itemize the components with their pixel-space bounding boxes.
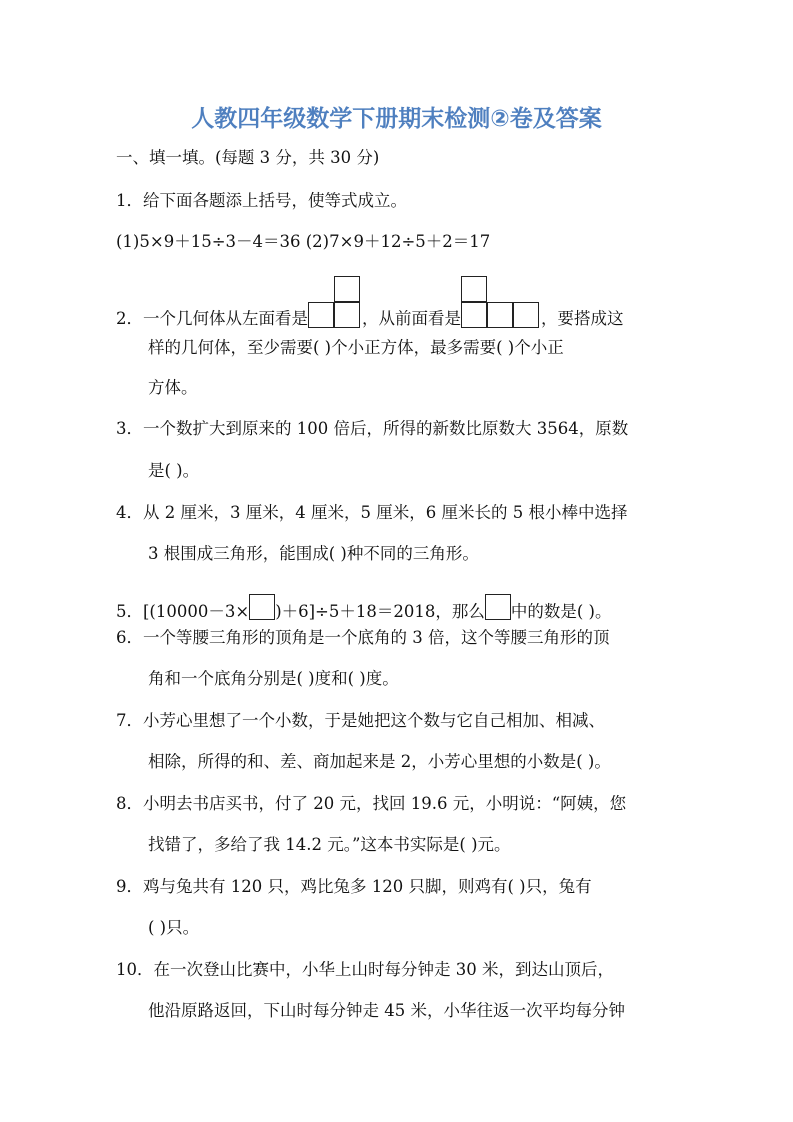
question-2-line-1 xyxy=(116,302,624,328)
question-4-line-1: 4．从 2 厘米，3 厘米，4 厘米，5 厘米，6 厘米长的 5 根小棒中选择 xyxy=(116,503,628,522)
question-5-part-b: )＋6]÷5＋18＝2018，那么 xyxy=(275,602,485,621)
blank-box xyxy=(249,594,275,620)
question-4-line-2: 3 根围成三角形，能围成( )种不同的三角形。 xyxy=(148,544,479,563)
question-5 xyxy=(116,594,612,621)
page-title: 人教四年级数学下册期末检测②卷及答案 xyxy=(191,106,602,132)
question-2-line-2: 样的几何体，至少需要( )个小正方体，最多需要( )个小正 xyxy=(148,338,564,357)
question-5-part-c: 中的数是( )。 xyxy=(510,602,612,621)
question-1-equations: (1)5×9＋15÷3－4＝36 (2)7×9＋12÷5＋2＝17 xyxy=(116,232,491,251)
question-2-line-3: 方体。 xyxy=(148,378,198,397)
blank-box xyxy=(485,594,511,620)
question-1: 1．给下面各题添上括号，使等式成立。 xyxy=(116,191,407,210)
question-3-line-1: 3．一个数扩大到原来的 100 倍后，所得的新数比原数大 3564，原数 xyxy=(116,419,629,438)
question-7-line-2: 相除，所得的和、差、商加起来是 2，小芳心里想的小数是( )。 xyxy=(148,752,611,771)
question-5-part-a: 5．[(10000－3× xyxy=(116,602,250,621)
question-10-line-1: 10．在一次登山比赛中，小华上山时每分钟走 30 米，到达山顶后， xyxy=(116,960,614,979)
question-2-part-a: 2．一个几何体从左面看是 xyxy=(116,309,308,328)
question-8-line-1: 8．小明去书店买书，付了 20 元，找回 19.6 元，小明说：“阿姨，您 xyxy=(116,794,627,813)
question-9-line-2: ( )只。 xyxy=(148,918,200,937)
question-2-part-b: ，从前面看是 xyxy=(362,309,461,328)
question-8-line-2: 找错了，多给了我 14.2 元。”这本书实际是( )元。 xyxy=(148,835,511,854)
question-2-part-c: ，要搭成这 xyxy=(541,309,624,328)
question-9-line-1: 9．鸡与兔共有 120 只，鸡比兔多 120 只脚，则鸡有( )只，兔有 xyxy=(116,877,592,896)
question-10-line-2: 他沿原路返回，下山时每分钟走 45 米，小华往返一次平均每分钟 xyxy=(148,1001,625,1020)
question-3-line-2: 是( )。 xyxy=(148,461,200,480)
question-7-line-1: 7．小芳心里想了一个小数，于是她把这个数与它自己相加、相减、 xyxy=(116,711,605,730)
section-heading: 一、填一填。(每题 3 分，共 30 分) xyxy=(116,148,380,167)
front-view-figure xyxy=(461,302,541,328)
left-view-figure xyxy=(308,302,362,328)
question-6-line-2: 角和一个底角分别是( )度和( )度。 xyxy=(148,669,399,688)
question-6-line-1: 6．一个等腰三角形的顶角是一个底角的 3 倍，这个等腰三角形的顶 xyxy=(116,628,610,647)
